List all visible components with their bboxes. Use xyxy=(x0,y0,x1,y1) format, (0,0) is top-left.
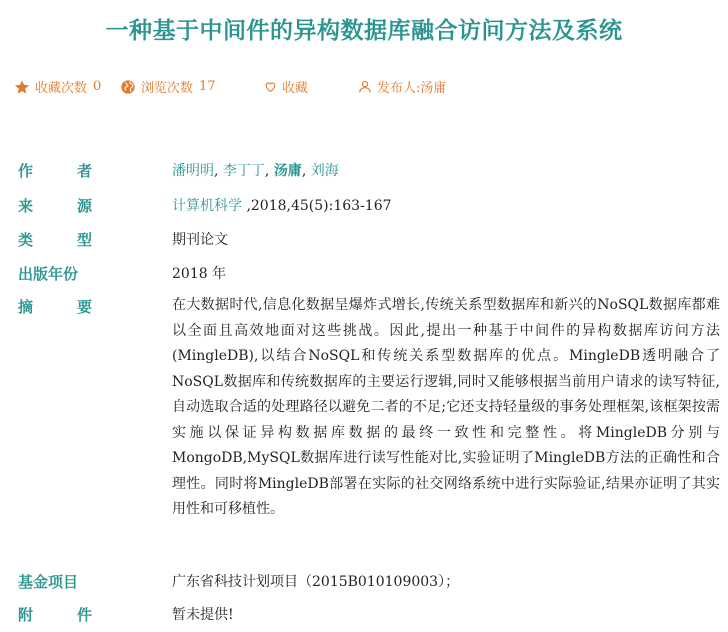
globe-icon xyxy=(120,79,136,95)
source-value xyxy=(172,195,720,215)
author-link[interactable]: 汤庸 xyxy=(273,163,302,179)
abstract-text: 在大数据时代,信息化数据呈爆炸式增长,传统关系型数据库和新兴的NoSQL数据库都难以全面且高效地面对这些挑战。因此,提出一种基于中间件的异构数据库访问方法(MingleDB),以结合NoSQL和传统关系型数据库的优点。MingleDB透明融合了NoSQL数据库和传统数据库的主要运行逻辑,同时又能够根据当前用户请求的读写特征,自动选取合适的处理路径以避免二者的不足;它还支持轻量级的事务处理框架,该框架按需实施以保证异构数据库数据的最终一致性和完整性。将MingleDB分别与MongoDB,MySQL数据库进行读写性能对比,实验证明了MingleDB方法的正确性和合理性。同时将MingleDB部署在实际的社交网络系统中进行实际验证,结果亦证明了其实用性和可移植性。 xyxy=(172,297,720,517)
views-value: 17 xyxy=(199,79,216,94)
collect-label: 收藏 xyxy=(282,81,309,96)
type-value: 期刊论文 xyxy=(172,232,228,248)
attachment-label: 附 件 xyxy=(18,606,92,624)
author-link[interactable]: 潘明明 xyxy=(172,163,214,179)
favorites-label: 收藏次数 xyxy=(35,81,88,96)
user-icon xyxy=(358,79,372,94)
views-label: 浏览次数 xyxy=(141,81,194,96)
source-detail: ,2018,45(5):163-167 xyxy=(242,198,392,214)
abstract-label: 摘 要 xyxy=(18,298,92,316)
favorites-count xyxy=(14,77,101,96)
favorites-value: 0 xyxy=(93,79,102,94)
heart-icon xyxy=(264,80,277,93)
publisher-label: 发布人:汤庸 xyxy=(377,81,447,96)
source-label: 来 源 xyxy=(18,197,92,215)
page-title: 一种基于中间件的异构数据库融合访问方法及系统 xyxy=(105,18,623,44)
author-link[interactable]: 刘海 xyxy=(310,163,339,179)
fund-value: 广东省科技计划项目（2015B010109003）； xyxy=(172,574,460,590)
journal-link[interactable]: 计算机科学 xyxy=(172,198,242,214)
year-label: 出版年份 xyxy=(18,265,79,283)
authors-value: 潘明明, 李丁丁, 汤庸, 刘海 xyxy=(172,163,339,179)
star-icon xyxy=(14,79,30,95)
collect-button[interactable] xyxy=(264,77,308,96)
publisher xyxy=(358,77,446,96)
authors-label: 作 者 xyxy=(18,162,92,180)
type-label: 类 型 xyxy=(18,231,92,249)
author-link[interactable]: 李丁丁 xyxy=(222,163,265,179)
year-value: 2018 年 xyxy=(172,266,227,282)
views-count xyxy=(120,77,216,96)
fund-label: 基金项目 xyxy=(18,573,79,591)
attachment-value: 暂未提供! xyxy=(172,607,234,623)
